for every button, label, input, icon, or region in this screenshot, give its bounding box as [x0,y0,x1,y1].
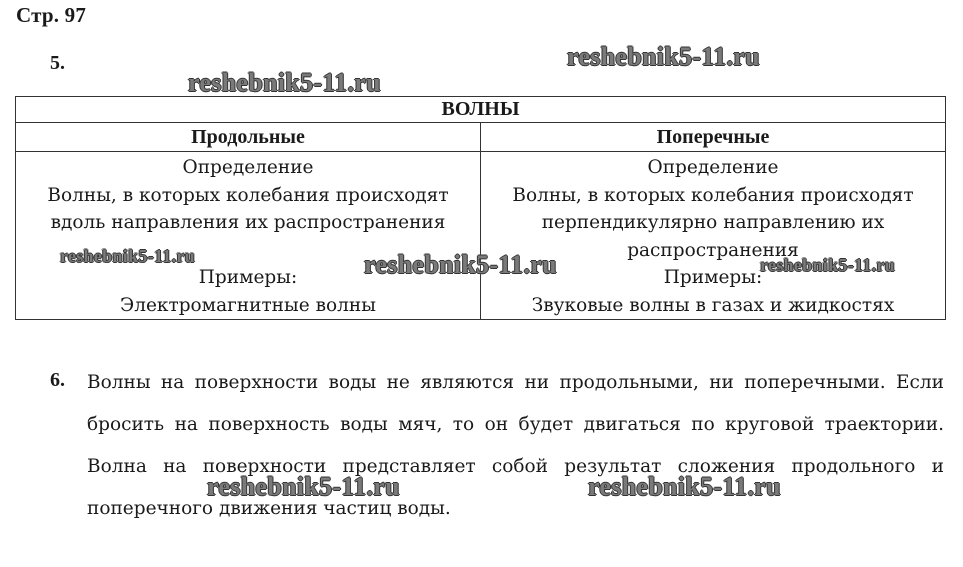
watermark: reshebnik5-11.ru [567,42,760,71]
waves-table [15,96,946,320]
definition-line: перпендикулярно направлению их [541,212,885,233]
examples-label: Примеры: [198,267,298,288]
table-title: ВОЛНЫ [16,97,946,123]
column-header-transverse: Поперечные [481,123,946,152]
definition-label: Определение [182,157,314,178]
page-label: Стр. 97 [16,3,87,27]
definition-line: вдоль направления их распространения [50,212,446,233]
definition-line: Волны, в которых колебания происходят [47,184,449,206]
task-5-number: 5. [50,52,65,74]
task-6-number: 6. [50,369,65,391]
watermark: reshebnik5-11.ru [588,472,781,501]
task-6-text: Волны на поверхности воды не являются ни продольными, ни поперечными. Если бросить на поверхность воды мяч, то он будет двигаться по круговой траектории. Волна на поверхности представляет собой результат сложения продольного и поперечного движения частиц воды. [87,372,944,519]
definition-line: распространения [627,239,799,261]
cell-transverse [481,152,946,320]
cell-longitudinal [16,152,481,320]
watermark: reshebnik5-11.ru [60,246,195,266]
watermark: reshebnik5-11.ru [760,255,895,275]
examples-label: Примеры: [663,267,763,288]
examples-text: Электромагнитные волны [120,294,376,316]
watermark: reshebnik5-11.ru [188,68,381,97]
definition-label: Определение [647,157,779,178]
watermark: reshebnik5-11.ru [207,472,400,501]
watermark: reshebnik5-11.ru [364,250,557,279]
examples-text: Звуковые волны в газах и жидкостях [531,294,895,316]
definition-line: Волны, в которых колебания происходят [512,184,914,206]
column-header-longitudinal: Продольные [16,123,481,152]
